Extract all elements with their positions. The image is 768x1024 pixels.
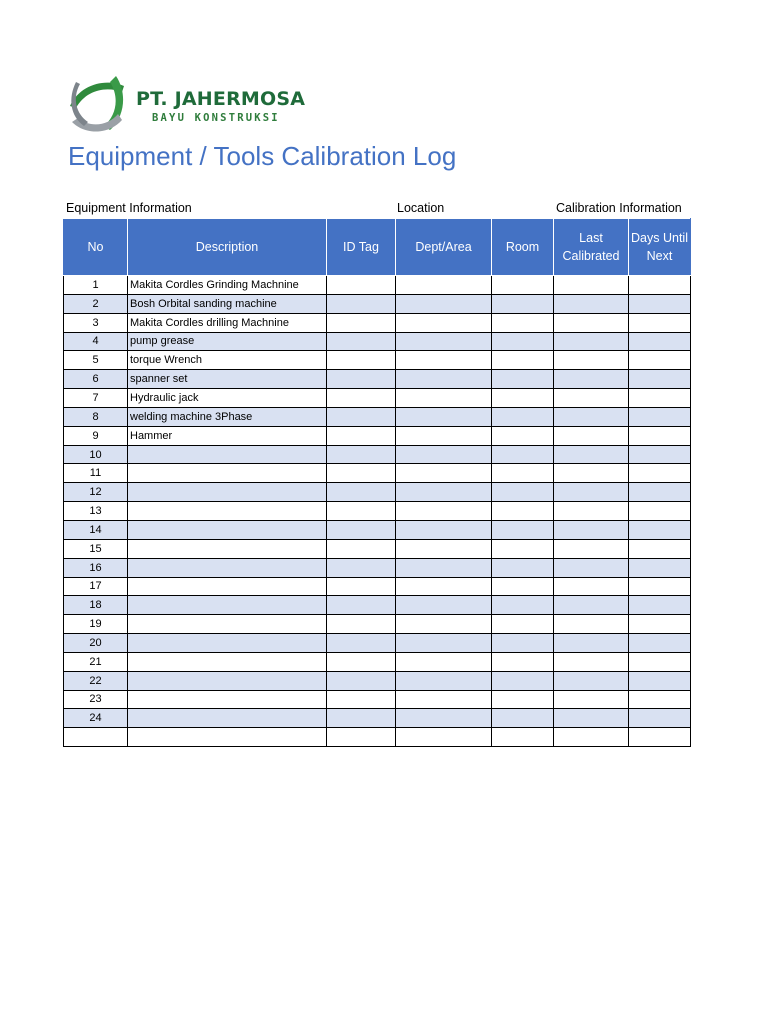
cell-room[interactable] [492,539,554,558]
table-row [64,520,691,539]
cell-id-tag[interactable] [327,389,396,408]
cell-no[interactable]: 16 [64,558,128,577]
cell-days-until-next[interactable] [629,351,691,370]
cell-days-until-next[interactable] [629,502,691,521]
cell-last-calibrated[interactable] [554,671,629,690]
header-id-tag: ID Tag [327,219,396,276]
cell-description[interactable] [128,445,327,464]
cell-days-until-next[interactable] [629,539,691,558]
cell-id-tag[interactable] [327,332,396,351]
cell-no[interactable]: 13 [64,502,128,521]
cell-last-calibrated[interactable] [554,483,629,502]
table-row [64,539,691,558]
cell-room[interactable] [492,483,554,502]
cell-days-until-next[interactable] [629,690,691,709]
cell-days-until-next[interactable] [629,313,691,332]
cell-room[interactable] [492,294,554,313]
cell-no[interactable]: 5 [64,351,128,370]
cell-days-until-next[interactable] [629,615,691,634]
table-row [64,690,691,709]
cell-last-calibrated[interactable] [554,445,629,464]
cell-description[interactable] [128,577,327,596]
cell-dept-area[interactable] [396,313,492,332]
cell-dept-area[interactable] [396,728,492,747]
cell-last-calibrated[interactable] [554,464,629,483]
cell-room[interactable] [492,445,554,464]
cell-dept-area[interactable] [396,464,492,483]
cell-id-tag[interactable] [327,502,396,521]
company-name: PT. JAHERMOSA [136,88,306,110]
section-equipment-label: Equipment Information [66,201,192,215]
cell-description[interactable] [128,464,327,483]
section-calibration-label: Calibration Information [556,201,682,215]
cell-id-tag[interactable] [327,728,396,747]
cell-last-calibrated[interactable] [554,709,629,728]
cell-last-calibrated[interactable] [554,294,629,313]
table-row [64,671,691,690]
calibration-log-table [63,218,691,747]
section-location-label: Location [397,201,445,215]
cell-no[interactable]: 6 [64,370,128,389]
cell-description[interactable]: pump grease [128,332,327,351]
company-logo [66,72,306,142]
cell-days-until-next[interactable] [629,370,691,389]
table-header-row [64,219,691,276]
cell-room[interactable] [492,652,554,671]
cell-description[interactable] [128,502,327,521]
cell-last-calibrated[interactable] [554,558,629,577]
cell-room[interactable] [492,520,554,539]
cell-last-calibrated[interactable] [554,520,629,539]
header-dept-area: Dept/Area [396,219,492,276]
cell-id-tag[interactable] [327,558,396,577]
cell-id-tag[interactable] [327,313,396,332]
cell-room[interactable] [492,407,554,426]
cell-id-tag[interactable] [327,539,396,558]
table-row [64,370,691,389]
cell-id-tag[interactable] [327,483,396,502]
cell-id-tag[interactable] [327,370,396,389]
header-days-until-line1: Days Until [631,231,688,245]
cell-room[interactable] [492,370,554,389]
cell-no[interactable]: 20 [64,634,128,653]
table-row [64,332,691,351]
cell-description[interactable] [128,652,327,671]
cell-dept-area[interactable] [396,370,492,389]
table-row [64,502,691,521]
cell-last-calibrated[interactable] [554,370,629,389]
cell-no[interactable]: 7 [64,389,128,408]
cell-no[interactable]: 4 [64,332,128,351]
cell-no[interactable]: 19 [64,615,128,634]
cell-id-tag[interactable] [327,690,396,709]
cell-dept-area[interactable] [396,558,492,577]
cell-no[interactable]: 2 [64,294,128,313]
table-row [64,426,691,445]
cell-days-until-next[interactable] [629,426,691,445]
cell-days-until-next[interactable] [629,276,691,295]
cell-no[interactable]: 18 [64,596,128,615]
page-title: Equipment / Tools Calibration Log [68,141,457,171]
cell-no[interactable] [64,728,128,747]
cell-id-tag[interactable] [327,407,396,426]
cell-no[interactable]: 10 [64,445,128,464]
cell-id-tag[interactable] [327,464,396,483]
table-body [64,276,691,747]
cell-room[interactable] [492,313,554,332]
cell-dept-area[interactable] [396,426,492,445]
cell-room[interactable] [492,351,554,370]
cell-days-until-next[interactable] [629,634,691,653]
header-days-until-line2: Next [646,249,673,263]
cell-last-calibrated[interactable] [554,596,629,615]
cell-description[interactable]: Makita Cordles drilling Machnine [128,313,327,332]
cell-days-until-next[interactable] [629,407,691,426]
header-last-calibrated-line2: Calibrated [562,249,620,263]
cell-id-tag[interactable] [327,577,396,596]
company-subtitle: BAYU KONSTRUKSI [152,112,280,124]
cell-room[interactable] [492,332,554,351]
cell-room[interactable] [492,502,554,521]
cell-dept-area[interactable] [396,294,492,313]
cell-last-calibrated[interactable] [554,502,629,521]
cell-id-tag[interactable] [327,276,396,295]
cell-last-calibrated[interactable] [554,728,629,747]
cell-description[interactable]: welding machine 3Phase [128,407,327,426]
cell-id-tag[interactable] [327,426,396,445]
cell-description[interactable] [128,596,327,615]
cell-dept-area[interactable] [396,652,492,671]
cell-room[interactable] [492,426,554,445]
table-row [64,313,691,332]
cell-description[interactable]: Hammer [128,426,327,445]
cell-room[interactable] [492,596,554,615]
cell-description[interactable] [128,615,327,634]
cell-room[interactable] [492,709,554,728]
cell-room[interactable] [492,577,554,596]
cell-description[interactable] [128,709,327,728]
cell-last-calibrated[interactable] [554,407,629,426]
cell-no[interactable]: 23 [64,690,128,709]
header-room: Room [492,219,554,276]
cell-days-until-next[interactable] [629,294,691,313]
cell-room[interactable] [492,276,554,295]
cell-last-calibrated[interactable] [554,577,629,596]
table-row [64,615,691,634]
cell-dept-area[interactable] [396,502,492,521]
cell-last-calibrated[interactable] [554,615,629,634]
cell-days-until-next[interactable] [629,483,691,502]
cell-dept-area[interactable] [396,445,492,464]
cell-dept-area[interactable] [396,332,492,351]
cell-id-tag[interactable] [327,351,396,370]
cell-last-calibrated[interactable] [554,389,629,408]
cell-no[interactable]: 24 [64,709,128,728]
cell-days-until-next[interactable] [629,709,691,728]
cell-dept-area[interactable] [396,351,492,370]
table-row [64,652,691,671]
cell-id-tag[interactable] [327,615,396,634]
cell-room[interactable] [492,671,554,690]
cell-description[interactable] [128,558,327,577]
cell-days-until-next[interactable] [629,728,691,747]
cell-days-until-next[interactable] [629,464,691,483]
cell-room[interactable] [492,728,554,747]
cell-id-tag[interactable] [327,445,396,464]
table-row [64,351,691,370]
cell-days-until-next[interactable] [629,389,691,408]
cell-description[interactable]: Hydraulic jack [128,389,327,408]
table-row [64,294,691,313]
cell-room[interactable] [492,464,554,483]
cell-days-until-next[interactable] [629,332,691,351]
table-row [64,558,691,577]
table-row [64,445,691,464]
cell-last-calibrated[interactable] [554,690,629,709]
cell-no[interactable]: 15 [64,539,128,558]
cell-dept-area[interactable] [396,276,492,295]
cell-dept-area[interactable] [396,671,492,690]
cell-dept-area[interactable] [396,520,492,539]
cell-room[interactable] [492,558,554,577]
cell-no[interactable]: 11 [64,464,128,483]
cell-last-calibrated[interactable] [554,652,629,671]
cell-description[interactable] [128,634,327,653]
header-last-calibrated [554,219,629,276]
cell-no[interactable]: 21 [64,652,128,671]
cell-days-until-next[interactable] [629,596,691,615]
table-row [64,464,691,483]
cell-no[interactable]: 8 [64,407,128,426]
header-last-calibrated-line1: Last [579,231,603,245]
cell-days-until-next[interactable] [629,558,691,577]
cell-id-tag[interactable] [327,671,396,690]
cell-days-until-next[interactable] [629,671,691,690]
cell-dept-area[interactable] [396,634,492,653]
table-row [64,577,691,596]
cell-no[interactable]: 22 [64,671,128,690]
cell-room[interactable] [492,389,554,408]
cell-last-calibrated[interactable] [554,634,629,653]
cell-dept-area[interactable] [396,596,492,615]
table-row [64,596,691,615]
table-row [64,389,691,408]
cell-dept-area[interactable] [396,407,492,426]
cell-dept-area[interactable] [396,709,492,728]
logo-emblem-icon [66,72,130,136]
cell-no[interactable]: 17 [64,577,128,596]
cell-no[interactable]: 3 [64,313,128,332]
cell-room[interactable] [492,615,554,634]
table-row [64,634,691,653]
cell-id-tag[interactable] [327,596,396,615]
cell-last-calibrated[interactable] [554,351,629,370]
table-row [64,407,691,426]
cell-description[interactable]: spanner set [128,370,327,389]
cell-last-calibrated[interactable] [554,539,629,558]
cell-id-tag[interactable] [327,652,396,671]
cell-room[interactable] [492,634,554,653]
cell-id-tag[interactable] [327,634,396,653]
cell-last-calibrated[interactable] [554,313,629,332]
cell-days-until-next[interactable] [629,445,691,464]
header-days-until-next [629,219,691,276]
cell-no[interactable]: 12 [64,483,128,502]
cell-last-calibrated[interactable] [554,332,629,351]
cell-dept-area[interactable] [396,615,492,634]
cell-description[interactable]: Makita Cordles Grinding Machnine [128,276,327,295]
cell-days-until-next[interactable] [629,520,691,539]
cell-dept-area[interactable] [396,539,492,558]
cell-description[interactable] [128,520,327,539]
table-row [64,276,691,295]
header-description: Description [128,219,327,276]
header-no: No [64,219,128,276]
cell-description[interactable]: Bosh Orbital sanding machine [128,294,327,313]
table-row [64,483,691,502]
cell-days-until-next[interactable] [629,652,691,671]
cell-dept-area[interactable] [396,483,492,502]
cell-description[interactable] [128,690,327,709]
cell-no[interactable]: 14 [64,520,128,539]
cell-description[interactable] [128,728,327,747]
table-row [64,709,691,728]
cell-last-calibrated[interactable] [554,276,629,295]
cell-id-tag[interactable] [327,520,396,539]
cell-dept-area[interactable] [396,690,492,709]
cell-description[interactable] [128,483,327,502]
cell-no[interactable]: 9 [64,426,128,445]
cell-room[interactable] [492,690,554,709]
cell-description[interactable]: torque Wrench [128,351,327,370]
cell-dept-area[interactable] [396,389,492,408]
cell-description[interactable] [128,671,327,690]
cell-days-until-next[interactable] [629,577,691,596]
cell-last-calibrated[interactable] [554,426,629,445]
cell-id-tag[interactable] [327,709,396,728]
cell-id-tag[interactable] [327,294,396,313]
cell-dept-area[interactable] [396,577,492,596]
cell-no[interactable]: 1 [64,276,128,295]
cell-description[interactable] [128,539,327,558]
table-row [64,728,691,747]
